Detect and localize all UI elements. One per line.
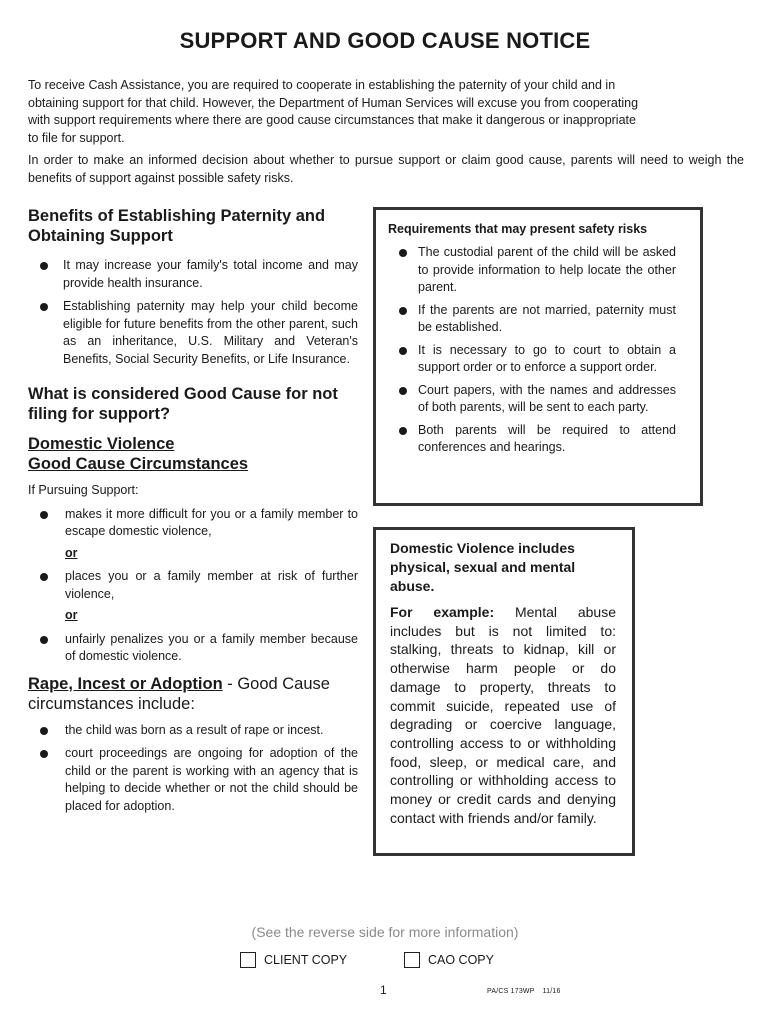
dv-box-example-text: Mental abuse includes but is not limited to: stalking, threats to kidnap, kill or otherwise harm people or do damage to property, threats to commit suicide, repeated use of degrading or coercive language, controlling access to or withholding food, sleep, or medical care, and controlling or withholding access to money or credit cards and denying contact with friends and/or family. xyxy=(390,604,616,826)
requirements-box-title: Requirements that may present safety risks xyxy=(388,222,648,236)
list-item: makes it more difficult for you or a family member to escape domestic violence, xyxy=(28,506,358,541)
or-separator: or xyxy=(65,608,78,622)
dv-box-example-label: For example: xyxy=(390,604,495,620)
or-separator: or xyxy=(65,545,78,560)
list-item: unfairly penalizes you or a family member because of domestic violence. xyxy=(28,631,358,666)
list-item: It is necessary to go to court to obtain a support order or to enforce a support order. xyxy=(388,342,676,377)
page-number: 1 xyxy=(380,983,387,997)
good-cause-heading: What is considered Good Cause for not filing for support? xyxy=(28,385,338,423)
dv-box-title: Domestic Violence includes physical, sexual and mental abuse. xyxy=(390,540,576,594)
requirements-box xyxy=(373,207,703,506)
form-code xyxy=(487,988,561,995)
list-item: places you or a family member at risk of further violence, xyxy=(28,568,358,603)
intro-paragraph-2: In order to make an informed decision about whether to pursue support or claim good cause, parents will need to weigh the benefits of support against possible safety risks. xyxy=(28,153,744,185)
list-item: If the parents are not married, paternity must be established. xyxy=(388,302,676,337)
form-code-id: PA/CS 173WP xyxy=(487,988,535,995)
list-item: Establishing paternity may help your child become eligible for future benefits from the other parent, such as an inheritance, U.S. Military and Veteran's Benefits, Social Security Benefits, or Life Insurance. xyxy=(28,298,358,368)
reverse-side-note: (See the reverse side for more information) xyxy=(251,924,519,940)
dv-list-2 xyxy=(28,568,358,603)
list-item: The custodial parent of the child will be asked to provide information to help locate the other parent. xyxy=(388,244,676,297)
dv-heading-line-2: Good Cause Circumstances xyxy=(28,455,249,473)
list-item: Court papers, with the names and addresses of both parents, will be sent to each party. xyxy=(388,382,676,417)
intro-section xyxy=(28,77,744,187)
form-code-date: 11/16 xyxy=(542,988,561,995)
list-item: court proceedings are ongoing for adoption of the child or the parent is working with an agency that is helping to decide whether or not the child should be placed for adoption. xyxy=(28,745,358,815)
domestic-violence-box xyxy=(373,527,635,856)
intro-paragraph-1: To receive Cash Assistance, you are required to cooperate in establishing the paternity of your child and in obtaining support for that child. However, the Department of Human Services will excuse you from cooperating with support requirements where there are good cause circumstances that make it dangerous or inappropriate to file for support. xyxy=(28,78,639,145)
client-copy-option[interactable] xyxy=(240,951,347,969)
dv-heading-line-1: Domestic Violence xyxy=(28,435,175,453)
ria-heading-title: Rape, Incest or Adoption xyxy=(28,674,223,693)
ria-heading-suffix: - Good Cause circumstances include: xyxy=(28,674,330,713)
list-item: the child was born as a result of rape or incest. xyxy=(28,722,358,740)
requirements-list xyxy=(388,244,676,457)
dv-box-text xyxy=(390,603,616,827)
if-pursuing-label: If Pursuing Support: xyxy=(28,483,139,497)
cao-copy-label: CAO COPY xyxy=(428,952,494,967)
list-item: It may increase your family's total income and may provide health insurance. xyxy=(28,257,358,292)
page-title: SUPPORT AND GOOD CAUSE NOTICE xyxy=(179,28,591,53)
dv-list xyxy=(28,506,358,541)
cao-copy-option[interactable] xyxy=(404,951,494,969)
client-copy-label: CLIENT COPY xyxy=(264,952,348,967)
ria-heading xyxy=(28,674,358,714)
dv-list-3 xyxy=(28,631,358,666)
benefits-heading: Benefits of Establishing Paternity and Obtaining Support xyxy=(28,207,326,245)
list-item: Both parents will be required to attend conferences and hearings. xyxy=(388,422,676,457)
left-column xyxy=(28,206,358,821)
ria-list xyxy=(28,722,358,816)
client-copy-checkbox[interactable] xyxy=(240,952,256,968)
cao-copy-checkbox[interactable] xyxy=(404,952,420,968)
benefits-list xyxy=(28,257,358,368)
